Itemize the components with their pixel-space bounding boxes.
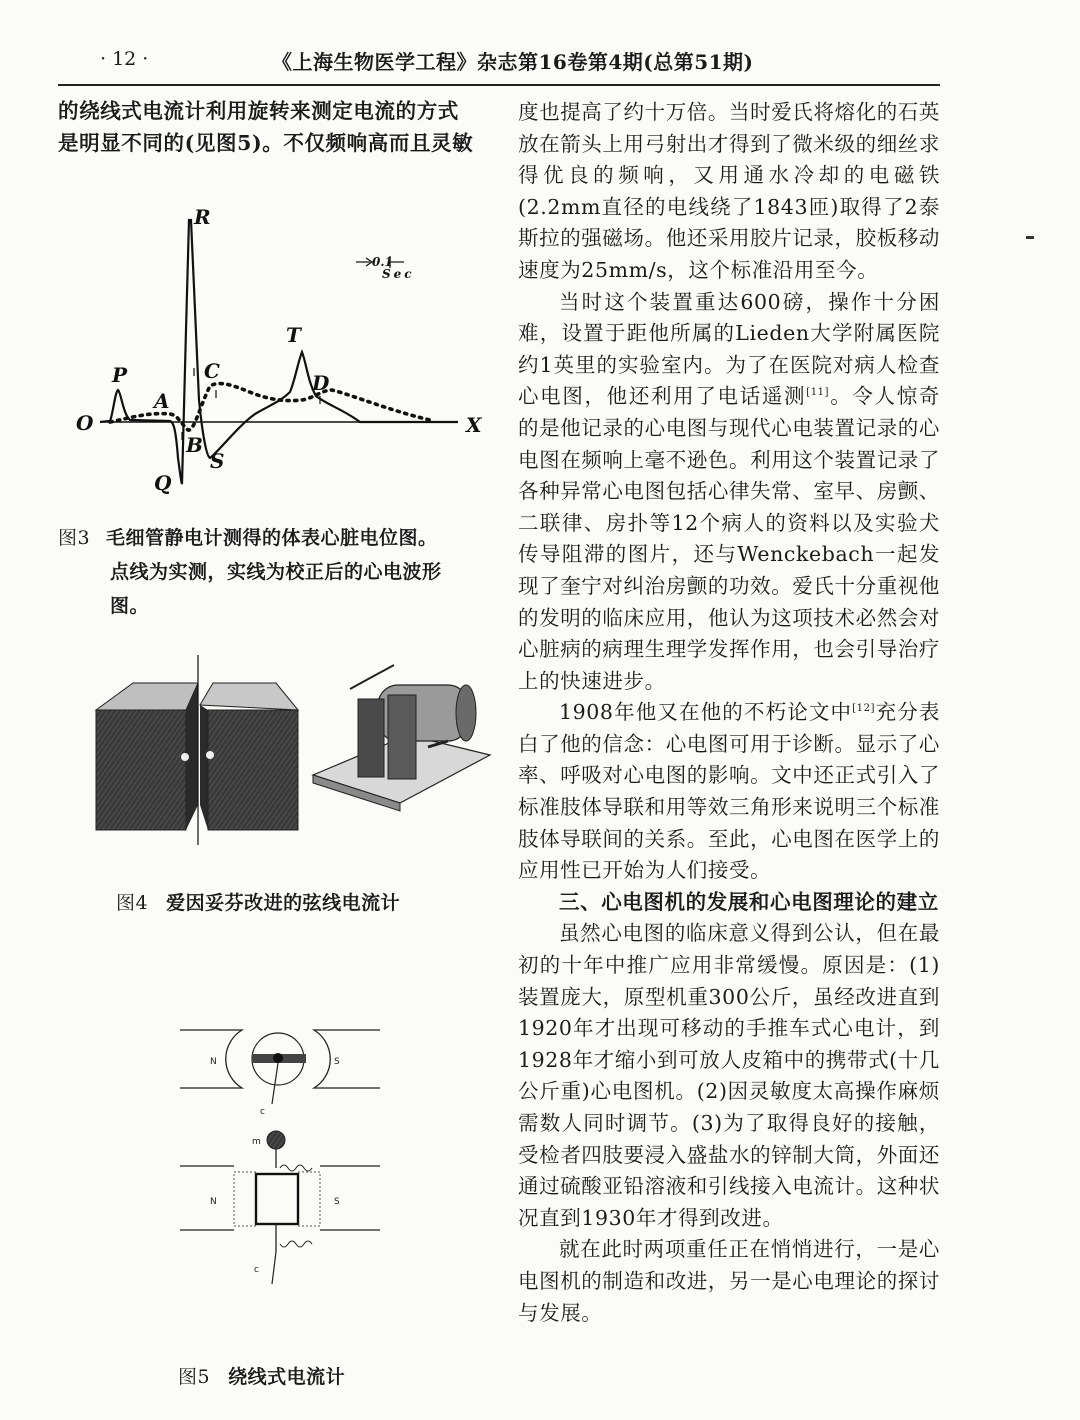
label-p: P: [112, 363, 128, 387]
figure-4-caption-text: 爱因妥芬改进的弦线电流计: [166, 892, 401, 914]
label-b: B: [186, 433, 203, 457]
right-pole-front: [208, 710, 298, 830]
top-view-pole-s: S: [334, 1057, 340, 1067]
figure-3-caption: [58, 521, 478, 623]
spring-top: [280, 1165, 312, 1171]
paragraph-2-part-a: 当时这个装置重达600磅，操作十分困难，设置于距他所属的Lieden大学附属医院约1英里的实验室内。为了在医院对病人检查心电图，他还利用了电话遥测: [518, 289, 940, 409]
figure-5-caption-text: 绕线式电流计: [228, 1366, 346, 1388]
paragraph-3-part-b: 充分表白了他的信念：心电图可用于诊断。显示了心率、呼吸对心电图的影响。文中还正式引入了标准肢体导联和用等效三角形来说明三个标准肢体导联间的关系。至此，心电图在医学上的应用性已开始为人们接受。: [518, 700, 940, 883]
figure-4-caption: [116, 886, 476, 920]
label-s: S: [210, 449, 225, 473]
figure-5-caption-number: 图5: [178, 1366, 211, 1388]
label-o: O: [76, 411, 94, 435]
reference-12: [12]: [852, 703, 876, 715]
label-d: D: [312, 371, 330, 395]
top-view-pointer: [272, 1063, 278, 1104]
paragraph-2-part-b: 。令人惊奇的是他记录的心电图与现代心电装置记录的心电图在频响上毫不逊色。利用这个装置记录了各种异常心电图包括心律失常、室早、房颤、二联律、房扑等12个病人的资料以及实验犬传导阻滞的图片，还与Wenckebach一起发现了奎宁对纠治房颤的功效。爱氏十分重视他的发明的临床应用，他认为这项技术必然会对心脏病的病理生理学发挥作用，也会引导治疗上的快速进步。: [518, 384, 940, 693]
scale-unit: Sec: [382, 267, 415, 281]
apparatus-frame-right: [388, 695, 416, 779]
scale-value: 0.1: [372, 255, 393, 269]
pointer-lower: [272, 1252, 276, 1284]
label-r: R: [194, 205, 211, 229]
top-view-pole-right: [314, 1030, 380, 1088]
label-a: A: [154, 389, 170, 413]
top-view-label-c: c: [260, 1107, 265, 1117]
top-view-pivot: [273, 1053, 283, 1063]
paragraph-5: 就在此时两项重任正在悄悄进行，一是心电图机的制造和改进，另一是心电理论的探讨与发展。: [518, 1237, 940, 1325]
figure-5-moving-coil-galvanometer: [180, 1022, 380, 1312]
string-hole-left: [181, 753, 189, 761]
top-view-pole-n: N: [210, 1057, 217, 1067]
figure-3-caption-line-2: 点线为实测，实线为校正后的心电波形: [110, 561, 442, 583]
left-text-line-1: 的绕线式电流计利用旋转来测定电流的方式: [58, 99, 459, 123]
section-heading: 三、心电图机的发展和心电图理论的建立: [559, 889, 939, 914]
figure-3-ecg-diagram: [70, 200, 490, 500]
right-pole-side: [200, 705, 208, 830]
coil-outline-right: [298, 1172, 320, 1226]
figure-4-string-galvanometer-illustration: [88, 655, 508, 845]
figure-4-caption-number: 图4: [116, 892, 149, 914]
figure-3-caption-line-1: 毛细管静电计测得的体表心脏电位图。: [106, 527, 438, 549]
label-x: X: [466, 413, 482, 437]
corrected-waveform: [100, 220, 458, 484]
apparatus-cylinder-end: [456, 685, 476, 741]
left-pole-top: [96, 683, 198, 710]
side-view-label-c: c: [254, 1265, 259, 1275]
left-text-line-2: 是明显不同的(见图5)。不仅频响高而且灵敏: [58, 130, 474, 155]
paragraph-3: [518, 697, 940, 887]
figure-3-caption-number: 图3: [58, 527, 91, 549]
right-column-text: [518, 97, 940, 1329]
reference-11: [11]: [806, 387, 830, 399]
apparatus-frame-left: [358, 699, 384, 777]
label-t: T: [286, 323, 301, 347]
moving-coil: [256, 1174, 298, 1224]
left-pole-front: [96, 710, 186, 830]
string-hole-right: [206, 751, 214, 759]
right-pole-top: [200, 683, 298, 710]
label-q: Q: [154, 471, 172, 495]
apparatus-rod-top: [350, 665, 394, 689]
paragraph-2: [518, 287, 940, 698]
label-c: C: [204, 359, 220, 383]
left-column-text: [58, 96, 476, 159]
side-view-pole-n: N: [210, 1197, 217, 1207]
scan-speck: [1026, 236, 1034, 239]
figure-3-caption-line-3: 图。: [110, 595, 150, 617]
label-m: m: [252, 1137, 261, 1147]
page-number: · 12 ·: [100, 48, 149, 70]
paragraph-3-part-a: 1908年他又在他的不朽论文中: [559, 700, 853, 725]
coil-outline-left: [234, 1172, 256, 1226]
header-rule: [58, 84, 940, 86]
paragraph-4: 虽然心电图的临床意义得到公认，但在最初的十年中推广应用非常缓慢。原因是：(1)装置庞大，原型机重300公斤，虽经改进直到1920年才出现可移动的手推车式心电计，到1928年才缩小到可放人皮箱中的携带式(十几公斤重)心电图机。(2)因灵敏度太高操作麻烦需数人同时调节。(3)为了取得良好的接触，受检者四肢要浸入盛盐水的锌制大筒，外面还通过硫酸亚铅溶液和引线接入电流计。这种状况直到1930年才得到改进。: [518, 921, 940, 1230]
journal-title: 《上海生物医学工程》杂志第16卷第4期(总第51期): [272, 50, 754, 74]
figure-5-caption: [178, 1360, 478, 1394]
paragraph-1: 度也提高了约十万倍。当时爱氏将熔化的石英放在箭头上用弓射出才得到了微米级的细丝求得优良的频响，又用通水冷却的电磁铁(2.2mm直径的电线绕了1843匝)取得了2泰斯拉的强磁场。他还采用胶片记录，胶板移动速度为25mm/s，这个标准沿用至今。: [518, 100, 940, 282]
mirror: [267, 1131, 285, 1149]
spring-bottom: [280, 1241, 312, 1247]
side-view-pole-s: S: [334, 1197, 340, 1207]
